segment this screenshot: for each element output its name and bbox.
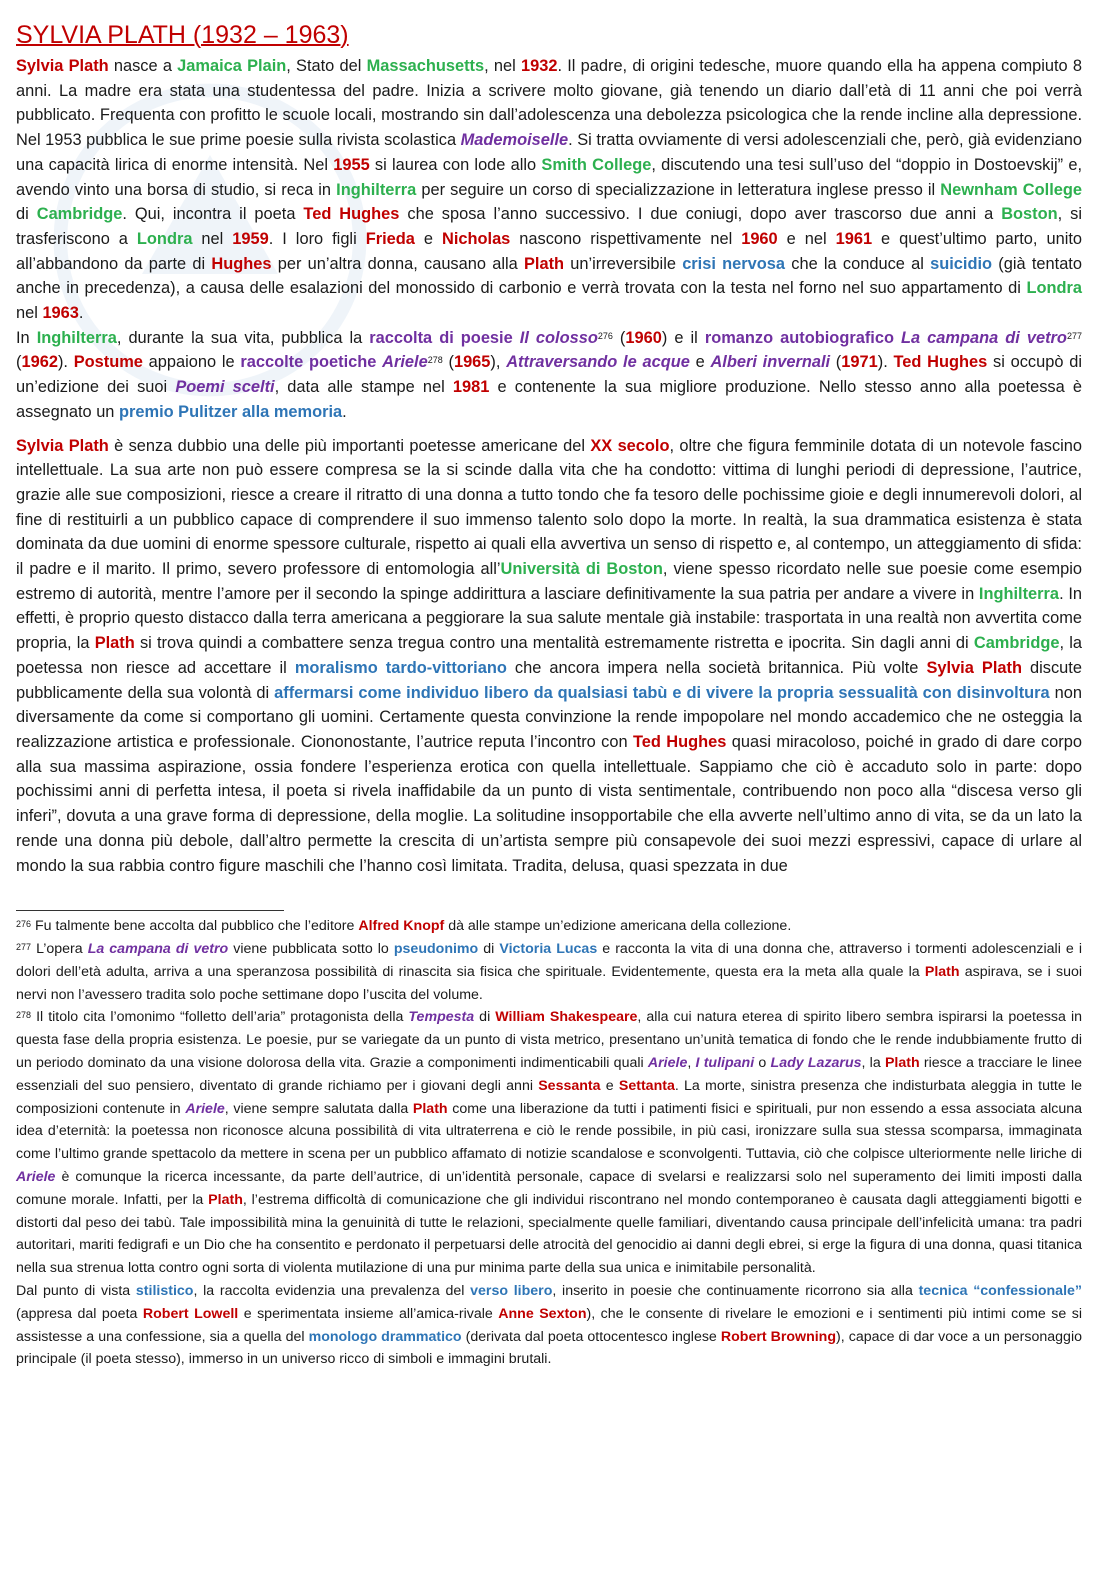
text-run: si trova quindi a combattere senza tregua contro una mentalità estremamente ristretta e ipocrita. Sin dagli anni di [134,634,974,653]
text-run: . In effetti, è proprio questo distacco dalla terra americana a peggiorare la sua salute mentale già instabile: trasportata in una realtà non avvertita come propria, la [16,584,1083,653]
text-run: , inserito in poesie che continuamente ricorrono sia alla [552,1282,919,1299]
text-run: nasce a [108,57,178,75]
highlighted-term: Università di Boston [500,560,663,579]
highlighted-term: premio Pulitzer alla memoria [118,402,343,421]
text-run: viene pubblicata sotto lo [228,941,394,957]
highlighted-term: Frieda [365,229,415,248]
highlighted-term: Londra [1026,279,1082,298]
footnote-278 [16,1006,1082,1371]
text-run: Il titolo cita l’omonimo “folletto dell’aria” protagonista della [31,1009,409,1026]
highlighted-term: Robert Browning [720,1328,837,1345]
highlighted-term: 1962 [21,353,58,372]
text-run: appaiono le [142,353,241,372]
highlighted-term: Postume [73,353,143,372]
text-run: e [600,1077,619,1094]
highlighted-term: XX secolo [590,436,670,455]
highlighted-term: Newnham College [940,180,1082,199]
highlighted-term: Sylvia Plath [16,57,109,75]
highlighted-term: Sylvia Plath [16,436,109,455]
highlighted-term: Cambridge [36,205,123,224]
text-run: dà alle stampe un’edizione americana della collezione. [444,918,792,935]
highlighted-term: 1960 [625,328,662,347]
highlighted-term: 1965 [453,353,491,372]
highlighted-term: Ariele [185,1100,225,1117]
highlighted-term: Poemi scelti [175,378,275,397]
biography-paragraph [16,54,1082,425]
highlighted-term: stilistico [135,1282,194,1299]
highlighted-term: Inghilterra [336,180,417,199]
text-run: nel [192,229,233,248]
highlighted-term: raccolte poetiche [240,353,377,372]
text-run: . Si tratta ovviamente di versi adolescenziali che, però, già evidenziano una capacità lirica di enorme intensità. Nel [16,131,1082,174]
text-run: Fu talmente bene accolta dal pubblico che l’editore [31,918,359,935]
footnote-277 [16,938,1082,1006]
highlighted-term: pseudonimo [393,941,479,957]
highlighted-term: 1955 [333,155,370,174]
highlighted-term: Ted Hughes [303,205,400,224]
text-run [513,329,520,347]
highlighted-term: Plath [94,634,135,653]
text-run: , l’estrema difficoltà di comunicazione che gli individui riscontrano nel mondo contemporaneo è causata dagli atteggiamenti bigotti e distorti dal peso dei tabù. Tale impossibilità mina la genuinità di tutte le relazioni, specialmente quelle familiari, diventando causa principale dell’infelicità umana: tra padri autoritari, mariti fedigrafi e un Dio che ha consentito e perdonato il perpetuarsi delle atrocità del genocidio ai danni degli ebrei, si erge la figura di una donna, quasi titanica nella sua strenua lotta contro ogni sorta di violenta mutilazione di una pur minima parte della sua unica e inimitabile personalità. [16,1191,1082,1277]
highlighted-term: 1959 [232,229,269,248]
text-run: . [78,304,84,323]
highlighted-term: Anne Sexton [498,1305,587,1322]
text-run: si occupò di un’edizione dei suoi [16,353,1082,397]
highlighted-term: tecnica “confessionale” [918,1282,1082,1299]
highlighted-term: moralismo tardo-vittoriano [294,658,507,677]
text-run: e [414,229,442,248]
text-run: che ancora impera nella società britannica. Più volte [506,658,927,677]
highlighted-term: 1963 [42,304,79,323]
highlighted-term: Plath [924,963,960,980]
text-run: ). [57,353,74,372]
text-run: (già tentato anche in precedenza), a causa delle esalazioni del monossido di carbonio e verrà trovata con la testa nel forno nel suo appartamento di [16,254,1082,298]
text-run: che sposa l’anno successivo. I due coniugi, dopo aver trascorso due anni a [399,205,1002,224]
text-run: L’opera [31,941,88,957]
highlighted-term: Settanta [618,1077,675,1094]
text-run: . [342,402,347,421]
highlighted-term: Sylvia Plath [926,658,1022,677]
text-run: non diversamente da come si comportano gli uomini. Certamente questa convinzione la rende impopolare nel mondo accademico che ne osteggia la realizzazione artistica e professionale. Ciononostante, l’autrice reputa l’incontro con [16,683,1082,751]
highlighted-term: Tempesta [408,1009,475,1026]
text-run: , la raccolta evidenzia una prevalenza del [193,1282,471,1299]
text-run: quasi miracoloso, poiché in grado di dare corpo alla sua massima aspirazione, ossia fondere l’esperienza erotica con quella intellettuale. Sappiamo che ciò è accaduto solo in parte: dopo pochissimi anni di perfetta intesa, il poeta si rivela inaffidabile da un punto di vista sentimentale, contribuendo non poco alla “discesa verso gli inferi”, dovuta a una grave forma di depressione, della moglie. La solitudine insopportabile che ella avverte nell’ultimo anno di vita, se da un lato la rende una donna più debole, dall’altro permette la crescita di un’artista sempre più consapevole dei suoi mezzi espressivi, capace di urlare al mondo la sua rabbia contro figure maschili che l’hanno così limitata. Tradita, delusa, quasi spezzata in due [16,732,1082,875]
highlighted-term: raccolta di poesie [369,328,513,347]
highlighted-term: Il colosso [519,328,598,347]
highlighted-term: Ariele [647,1054,688,1071]
highlighted-term: Londra [136,229,193,248]
highlighted-term: Alfred Knopf [358,918,445,935]
text-run: , la [861,1054,885,1071]
highlighted-term: Hughes [211,254,272,273]
text-run: . Il padre, di origini tedesche, muore quando ella ha appena compiuto 8 anni. La madre era stata una studentessa del padre. Inizia a scrivere molto giovane, già tenendo un diario dall’età di 11 anni che poi verrà pubblicato. Frequenta con profitto le scuole locali, mostrando sin dall’adolescenza una debolezza psicologica che la rende incline alla depressione. Nel 1953 pubblica le sue prime poesie sulla rivista scolastica [16,57,1083,150]
text-run: , discutendo una tesi sull’uso del “doppio in Dostoevskij” e, avendo vinto una borsa di studio, si reca in [16,155,1082,199]
highlighted-term: Jamaica Plain [177,57,287,75]
text-run: ( [612,328,626,347]
text-run: si laurea con lode allo [369,155,542,174]
footnote-ref: 277 [1066,330,1082,341]
footnote-separator [16,910,284,911]
text-run: nascono rispettivamente nel [510,229,742,248]
highlighted-term: Plath [412,1100,448,1117]
highlighted-term: Ted Hughes [632,732,727,751]
highlighted-term: William Shakespeare [495,1009,638,1026]
highlighted-term: Smith College [541,155,652,174]
text-run: , alla cui natura eterea di spirito libero sembra ispirarsi la poetessa in questa fase della propria esistenza. Le poesie, pur se variegate da un punto di vista metrico, presentano un’unità tematica di fondo che le rende indubbiamente frutto di un periodo dominato da una visione dolorosa della vita. Grazie a componimenti indimenticabili quali [16,1009,1082,1071]
text-run: è senza dubbio una delle più importanti poetesse americane del [108,436,591,455]
highlighted-term: Ted Hughes [893,353,988,372]
highlighted-term: Alberi invernali [710,353,831,372]
highlighted-term: Boston [1001,205,1058,224]
text-run: In [16,328,37,347]
text-run: di [16,205,37,224]
highlighted-term: Ariele [16,1168,56,1185]
text-run: ( [16,353,22,372]
text-run: di [474,1009,496,1026]
highlighted-term: Massachusetts [366,57,485,75]
text-run: , si trasferiscono a [16,205,1082,248]
text-run: e [689,353,711,372]
text-run: o [754,1054,771,1071]
footnote-ref: 278 [16,1010,32,1021]
text-run: ), che le consente di rivelare le emozioni e i sentimenti più intimi come se si assistesse a una confessione, sia a quella del [16,1305,1082,1345]
text-run: e nel [777,229,836,248]
highlighted-term: Sessanta [538,1077,601,1094]
highlighted-term: 1981 [452,378,490,397]
footnote-276 [16,915,1082,938]
highlighted-term: 1932 [521,57,558,75]
text-run: riesce a tracciare le linee essenziali del suo pensiero, diventato di grande richiamo per i giovani degli anni [16,1054,1082,1094]
highlighted-term: Robert Lowell [142,1305,239,1322]
text-run: per un’altra donna, causano alla [271,254,524,273]
highlighted-term: Inghilterra [978,584,1060,603]
footnote-ref: 276 [16,919,32,930]
text-run: ), [490,353,507,372]
text-run: ( [830,353,842,372]
text-run: nel [16,304,43,323]
text-run: . I loro figli [268,229,366,248]
text-run: , viene sempre salutata dalla [224,1100,413,1117]
text-run: per seguire un corso di specializzazione in letteratura inglese presso il [416,180,941,199]
highlighted-term: 1960 [741,229,778,248]
text-run: . La morte, sinistra presenza che indisturbata aleggia in tutte le composizioni contenute in [16,1077,1082,1117]
highlighted-term: Plath [884,1054,920,1071]
text-run: e sperimentata insieme all’amica-rivale [238,1305,499,1322]
highlighted-term: romanzo autobiografico [704,328,894,347]
highlighted-term: suicidio [930,254,993,273]
text-run: discute pubblicamente della sua volontà di [16,658,1082,702]
text-run: ) e il [661,328,705,347]
highlighted-term: Inghilterra [36,328,117,347]
highlighted-term: Mademoiselle [460,131,569,150]
document-page [16,20,1082,1371]
text-run: di [478,941,500,957]
highlighted-term: La campana di vetro [901,328,1067,347]
text-run: Dal punto di vista [16,1282,136,1299]
text-run: e quest’ultimo parto, unito all’abbandono da parte di [16,229,1082,273]
highlighted-term: Lady Lazarus [770,1054,862,1071]
text-run: ( [442,353,454,372]
highlighted-term: Plath [208,1191,243,1208]
highlighted-term: verso libero [470,1282,553,1299]
highlighted-term: Ariele [382,353,428,372]
highlighted-term: monologo drammatico [308,1328,462,1345]
highlighted-term: Cambridge [973,634,1060,653]
highlighted-term: I tulipani [695,1054,755,1071]
highlighted-term: affermarsi come individuo libero da qualsiasi tabù e di vivere la propria sessualità con disinvoltura [274,683,1050,702]
footnote-ref: 278 [427,355,443,366]
text-run: (derivata dal poeta ottocentesco inglese [461,1328,721,1345]
text-run: ). [877,353,894,372]
text-run: come una liberazione da tutti i patimenti fisici e spirituali, pur non essendo a essa associata alcuna idea d’eternità: la poetessa non riconosce alcuna possibilità di vita ultraterrena e ciò le rende possibile, in più casi, ironizzare sulla sua stessa scomparsa, immaginata come l’ultimo grande spettacolo da mettere in scena per un pubblico affamato di notizie scandalose e sconvolgenti. Tuttavia, ciò che colpisce ulteriormente nelle liriche di [16,1100,1082,1163]
text-run: è comunque la ricerca incessante, da parte dell’autrice, di un’identità personale, capace di svelarsi e realizzarsi solo nel superamento dei limiti imposti dalla comune morale. Infatti, per la [16,1168,1082,1208]
text-run: , Stato del [286,57,367,75]
highlighted-term: 1961 [835,229,873,248]
text-run: . Qui, incontra il poeta [122,205,304,224]
text-run: , nel [484,57,521,75]
text-run: , oltre che figura femminile dotata di un notevole fascino intellettuale. La sua arte non può essere compresa se la si scinde dalla vita che ha condotto: vittima di lunghi periodi di depressione, l’autrice, grazie alle sue composizioni, riesce a creare il ritratto di una donna a tutto tondo che fa tesoro delle pochissime gioie e degli innumerevoli dolori, al fine di restituirli a un pubblico capace di comprendere il suo immenso talento solo dopo la morte. In realtà, la sua drammatica esistenza è stata dominata da due uomini di enorme spessore culturale, rispetto ai quali ella avvertiva un senso di rispetto e, al contempo, un atteggiamento di sfida: il padre e il marito. Il primo, severo professore di entomologia all’ [16,436,1083,579]
text-run: ), capace di dar voce a un personaggio principale (il poeta stesso), immerso in un universo ricco di simboli e immagini brutali. [16,1328,1082,1368]
text-run: che la conduce al [785,254,931,273]
footnote-ref: 277 [16,942,32,952]
highlighted-term: 1971 [841,353,878,372]
text-run: , [687,1054,696,1071]
highlighted-term: Victoria Lucas [499,941,598,957]
text-run: un’irreversibile [564,254,683,273]
text-run: aspirava, se i suoi nervi non l’avessero tradita solo poche settimane dopo l’uscita del volume. [16,963,1082,1003]
text-run: e contenente la sua migliore produzione. Nello stesso anno alla poetessa è assegnato un [16,378,1082,421]
text-run: , data alle stampe nel [274,378,453,397]
highlighted-term: Attraversando le acque [506,353,690,372]
footnote-ref: 276 [597,330,613,341]
text-run [894,329,901,347]
text-run: (appresa dal poeta [16,1305,143,1322]
highlighted-term: crisi nervosa [682,254,786,273]
highlighted-term: Plath [523,254,565,273]
highlighted-term: Nicholas [441,229,511,248]
analysis-paragraph [16,434,1082,879]
text-run: , la poetessa non riesce ad accettare il [16,634,1082,677]
text-run: e racconta la vita di una donna che, attraverso i tormenti adolescenziali e i dolori dell’età adulta, arriva a una speranzosa possibilità di rinascita sia fisica che spirituale. Evidentemente, questa era la meta alla quale la [16,941,1082,980]
text-run: , durante la sua vita, pubblica la [116,328,370,347]
text-run: , viene spesso ricordato nelle sue poesie come esempio estremo di autorità, mentre l’amore per il secondo la spinge addirittura a lasciare definitivamente la sua patria per andare a vivere in [16,560,1082,603]
page-title: SYLVIA PLATH (1932 – 1963) [16,21,349,49]
highlighted-term: La campana di vetro [87,941,229,957]
